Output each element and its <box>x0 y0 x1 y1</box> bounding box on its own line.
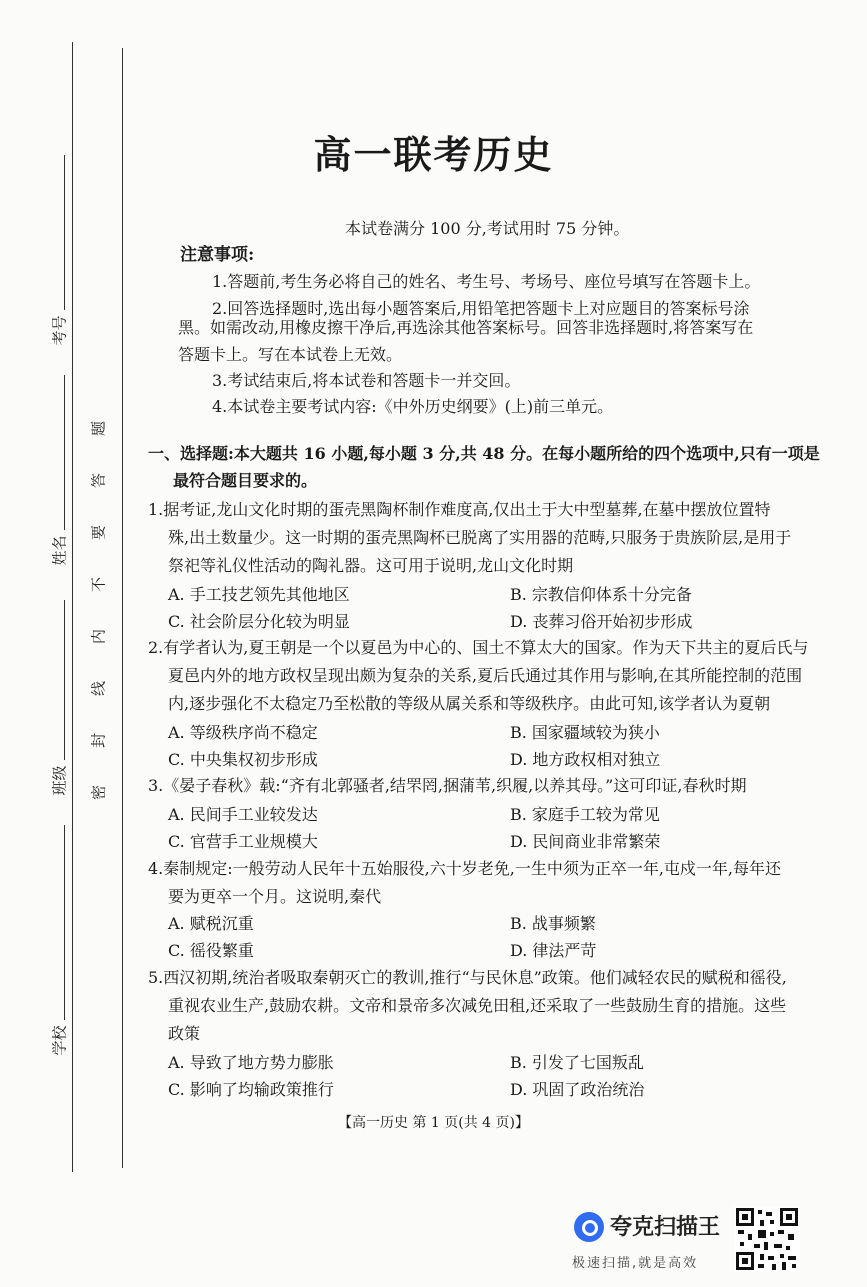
section-heading-line: 一、选择题:本大题共 16 小题,每小题 3 分,共 48 分。在每小题所给的四个选项中,只有一项是 <box>148 444 820 463</box>
seal-char: 内 <box>89 629 108 645</box>
question-line: 夏邑内外的地方政权呈现出颇为复杂的关系,夏后氏通过其作用与影响,在其所能控制的范围 <box>168 666 803 685</box>
option-b: B. 宗教信仰体系十分完备 <box>510 585 692 604</box>
option-b: B. 战事频繁 <box>510 914 596 933</box>
question-line: 4.秦制规定:一般劳动人民年十五始服役,六十岁老免,一生中须为正卒一年,屯戍一年,每年还 <box>148 859 782 878</box>
side-line-school <box>64 825 65 1020</box>
margin-line-outer <box>72 42 73 1172</box>
scanner-app-name: 夸克扫描王 <box>610 1215 721 1240</box>
option-c: C. 影响了均输政策推行 <box>168 1080 334 1099</box>
side-label-class: 班级 <box>50 765 69 796</box>
exam-info: 本试卷满分 100 分,考试用时 75 分钟。 <box>345 219 630 238</box>
option-b: B. 引发了七国叛乱 <box>510 1053 644 1072</box>
notice-heading: 注意事项: <box>180 245 255 265</box>
page-title: 高一联考历史 <box>313 132 554 177</box>
question-line: 重视农业生产,鼓励农耕。文帝和景帝多次减免田租,还采取了一些鼓励生育的措施。这些 <box>168 996 787 1015</box>
question-4 <box>148 855 828 911</box>
margin-line-inner <box>122 48 123 1168</box>
option-a: A. 手工技艺领先其他地区 <box>168 585 350 604</box>
notice-item: 2.回答选择题时,选出每小题答案后,用铅笔把答题卡上对应题目的答案标号涂 <box>212 299 750 318</box>
question-line: 殊,出土数量少。这一时期的蛋壳黑陶杯已脱离了实用器的范畴,只服务于贵族阶层,是用于 <box>168 528 792 547</box>
option-d: D. 丧葬习俗开始初步形成 <box>510 612 693 631</box>
option-a: A. 导致了地方势力膨胀 <box>168 1053 334 1072</box>
option-c: C. 社会阶层分化较为明显 <box>168 612 350 631</box>
notice-item: 答题卡上。写在本试卷上无效。 <box>178 345 403 364</box>
side-label-name: 姓名 <box>50 535 69 566</box>
question-line: 5.西汉初期,统治者吸取秦朝灭亡的教训,推行“与民休息”政策。他们减轻农民的赋税和徭役, <box>148 968 787 987</box>
option-d: D. 地方政权相对独立 <box>510 750 661 769</box>
question-line: 3.《晏子春秋》载:“齐有北郭骚者,结罘罔,捆蒲苇,织履,以养其母。”这可印证,春秋时期 <box>148 776 747 795</box>
option-c: C. 中央集权初步形成 <box>168 750 318 769</box>
side-label-exam-no: 考号 <box>50 315 69 346</box>
option-c: C. 徭役繁重 <box>168 941 254 960</box>
seal-char: 要 <box>89 525 108 541</box>
option-d: D. 律法严苛 <box>510 941 597 960</box>
option-a: A. 等级秩序尚不稳定 <box>168 723 318 742</box>
seal-char: 题 <box>89 421 108 437</box>
page-footer: 【高一历史 第 1 页(共 4 页)】 <box>338 1115 529 1131</box>
side-line-name <box>64 375 65 530</box>
seal-char: 密 <box>89 785 108 801</box>
option-c: C. 官营手工业规模大 <box>168 832 318 851</box>
option-b: B. 家庭手工较为常见 <box>510 805 660 824</box>
seal-char: 不 <box>89 577 108 593</box>
notice-item: 1.答题前,考生务必将自己的姓名、考生号、考场号、座位号填写在答题卡上。 <box>212 272 761 291</box>
section-heading-line: 最符合题目要求的。 <box>173 471 318 490</box>
scanner-slogan: 极速扫描,就是高效 <box>572 1256 699 1271</box>
notice-item: 3.考试结束后,将本试卷和答题卡一并交回。 <box>212 371 521 390</box>
question-5 <box>148 964 828 1048</box>
question-line: 要为更卒一个月。这说明,秦代 <box>168 887 382 906</box>
question-2 <box>148 634 828 718</box>
question-line: 2.有学者认为,夏王朝是一个以夏邑为中心的、国土不算太大的国家。作为天下共主的夏后氏与 <box>148 638 809 657</box>
notice-item: 4.本试卷主要考试内容:《中外历史纲要》(上)前三单元。 <box>212 397 614 416</box>
notice-item: 黑。如需改动,用橡皮擦干净后,再选涂其他答案标号。回答非选择题时,将答案写在 <box>178 318 754 337</box>
option-a: A. 民间手工业较发达 <box>168 805 318 824</box>
question-line: 1.据考证,龙山文化时期的蛋壳黑陶杯制作难度高,仅出土于大中型墓葬,在墓中摆放位置特 <box>148 500 771 519</box>
side-line-class <box>64 600 65 760</box>
question-line: 内,逐步强化不太稳定乃至松散的等级从属关系和等级秩序。由此可知,该学者认为夏朝 <box>168 694 771 713</box>
section-heading <box>148 440 828 494</box>
option-a: A. 赋税沉重 <box>168 914 254 933</box>
qr-code-icon <box>734 1206 800 1272</box>
option-b: B. 国家疆域较为狭小 <box>510 723 660 742</box>
question-1 <box>148 496 828 580</box>
scanner-logo-icon <box>574 1212 604 1242</box>
side-label-school: 学校 <box>50 1025 69 1056</box>
question-line: 政策 <box>168 1024 201 1043</box>
seal-char: 答 <box>89 473 108 489</box>
seal-char: 封 <box>89 733 108 749</box>
option-d: D. 民间商业非常繁荣 <box>510 832 661 851</box>
question-3 <box>148 772 828 800</box>
option-d: D. 巩固了政治统治 <box>510 1080 645 1099</box>
question-line: 祭祀等礼仪性活动的陶礼器。这可用于说明,龙山文化时期 <box>168 556 574 575</box>
seal-char: 线 <box>89 681 108 697</box>
